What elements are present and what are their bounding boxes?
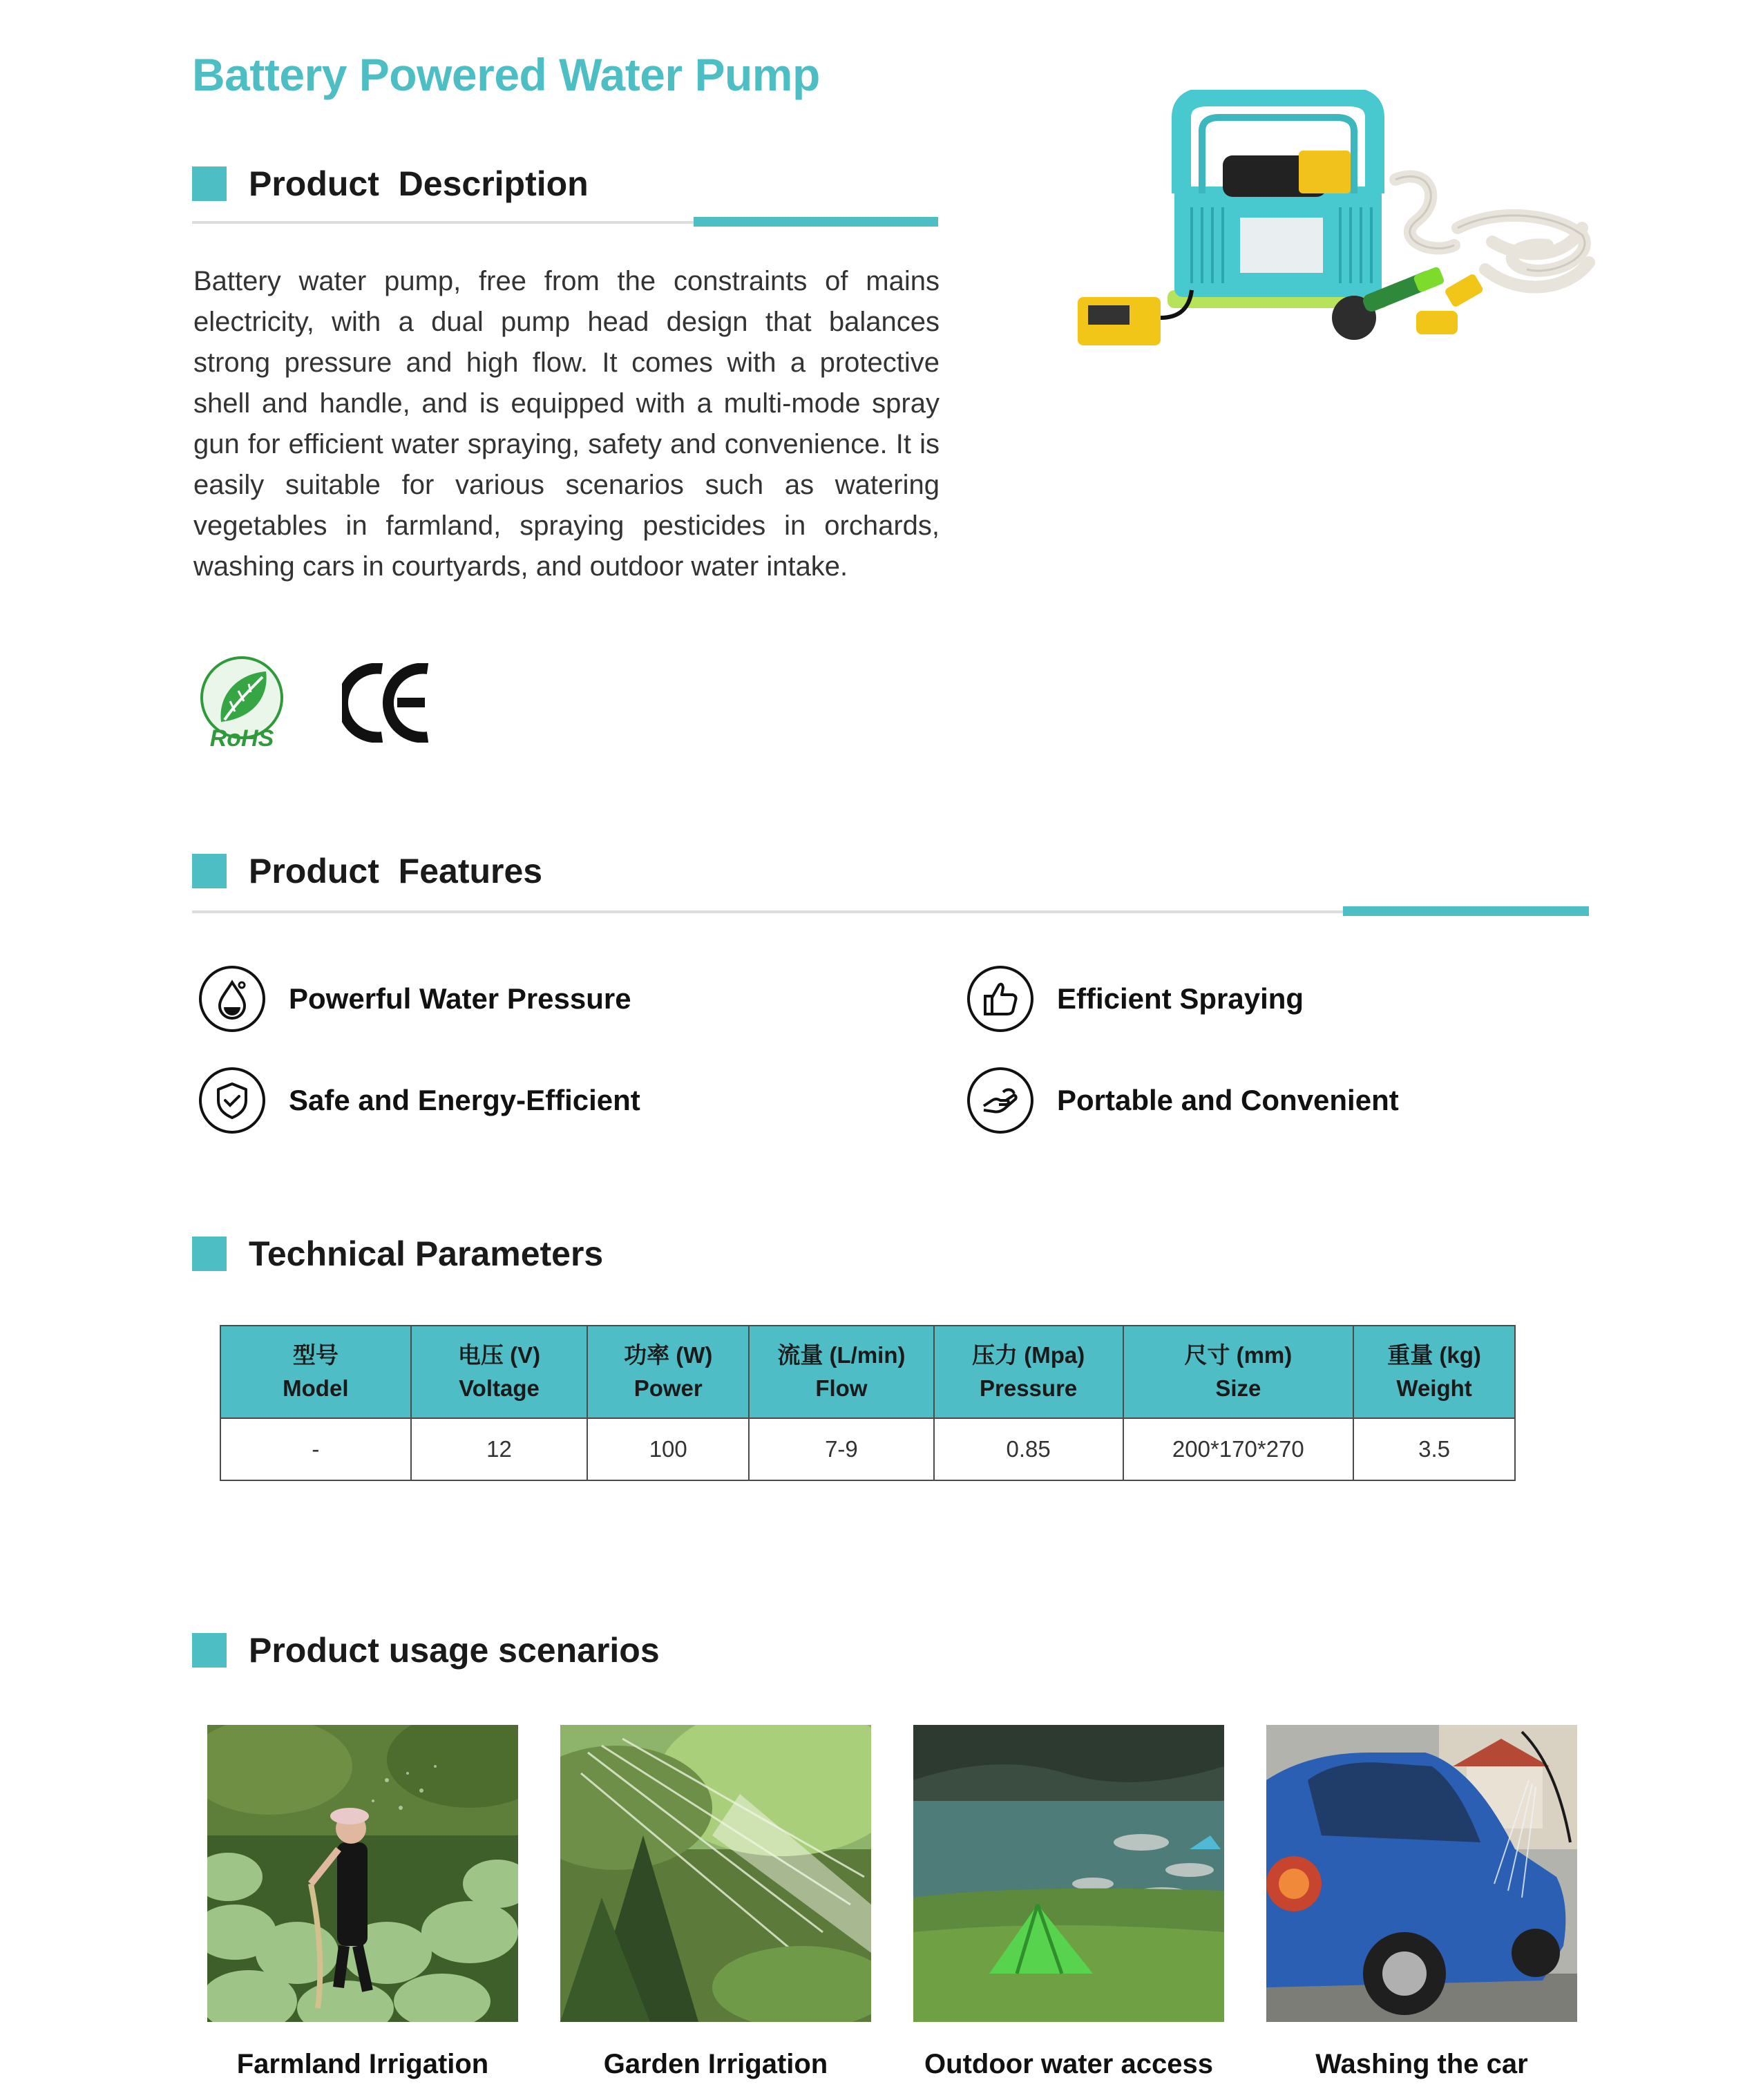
spec-cell-voltage: 12 [411, 1418, 588, 1480]
feature-label: Powerful Water Pressure [289, 982, 631, 1015]
spec-header-cell: 电压 (V) Voltage [411, 1326, 588, 1418]
product-description-text: Battery water pump, free from the constraints of mains electricity, with a dual pump head design that balances strong pressure and high flow. It comes with a protective shell and handle, and is equipped with a multi-mode spray gun for efficient water spraying, safety and convenience. It is easily suitable for various scenarios such as watering vegetables in farmland, spraying pesticides in orchards, washing cars in courtyards, and outdoor water intake. [193, 266, 940, 582]
spec-cell-size: 200*170*270 [1123, 1418, 1354, 1480]
scenario-image-car-wash [1266, 1725, 1577, 2022]
section-parameters-title: Technical Parameters [249, 1234, 604, 1273]
spec-cell-model: - [220, 1418, 411, 1480]
feature-item [199, 966, 631, 1032]
scenario-image-farmland [207, 1725, 518, 2022]
spec-header-cell: 尺寸 (mm) Size [1123, 1326, 1354, 1418]
scenario-image-garden [560, 1725, 871, 2022]
feature-item [967, 966, 1304, 1032]
feature-label: Portable and Convenient [1057, 1084, 1399, 1116]
spec-header-cell: 重量 (kg) Weight [1353, 1326, 1515, 1418]
water-drop-icon [199, 966, 265, 1032]
section-marker [192, 854, 227, 888]
spec-table-header-row [220, 1326, 1515, 1418]
section-scenarios-heading [192, 1630, 660, 1670]
feature-label: Safe and Energy-Efficient [289, 1084, 640, 1116]
section-divider-accent [694, 217, 938, 227]
spec-header-cell: 型号 Model [220, 1326, 411, 1418]
scenario-caption: Farmland Irrigation [236, 2049, 489, 2079]
spec-cell-weight: 3.5 [1353, 1418, 1515, 1480]
scenario-image-outdoor [913, 1725, 1224, 2022]
section-features-title: Product Features [249, 852, 543, 890]
feature-item [967, 1067, 1399, 1134]
section-marker [192, 1633, 227, 1668]
scenario-caption: Garden Irrigation [603, 2049, 828, 2079]
section-parameters-heading [192, 1234, 603, 1274]
spec-table [220, 1325, 1516, 1481]
scenario-caption: Outdoor water access [924, 2049, 1213, 2079]
spec-header-cell: 压力 (Mpa) Pressure [934, 1326, 1123, 1418]
rohs-logo [197, 656, 287, 750]
spec-cell-pressure: 0.85 [934, 1418, 1123, 1480]
section-marker [192, 166, 227, 201]
feature-item [199, 1067, 640, 1134]
spec-table-row [220, 1418, 1515, 1480]
section-marker [192, 1237, 227, 1271]
feature-label: Efficient Spraying [1057, 982, 1304, 1015]
ce-logo [342, 663, 432, 743]
spec-header-cell: 流量 (L/min) Flow [749, 1326, 934, 1418]
section-scenarios-title: Product usage scenarios [249, 1631, 660, 1670]
spec-cell-flow: 7-9 [749, 1418, 934, 1480]
page-title: Battery Powered Water Pump [192, 49, 820, 100]
product-image [1071, 90, 1596, 380]
svg-text:RoHS: RoHS [209, 725, 274, 750]
spec-header-cell: 功率 (W) Power [587, 1326, 749, 1418]
section-divider-accent [1343, 906, 1589, 916]
hand-icon [967, 1067, 1033, 1134]
shield-check-icon [199, 1067, 265, 1134]
section-features-heading [192, 851, 542, 891]
section-description-title: Product Description [249, 164, 589, 203]
scenario-caption: Washing the car [1315, 2049, 1528, 2079]
spec-cell-power: 100 [587, 1418, 749, 1480]
thumbs-up-icon [967, 966, 1033, 1032]
section-description-heading [192, 164, 589, 204]
